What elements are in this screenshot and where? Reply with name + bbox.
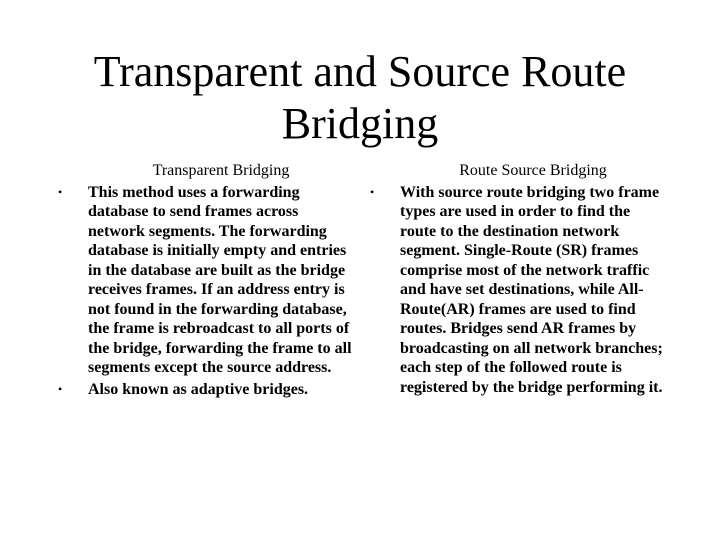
transparent-bridging-column (58, 161, 354, 399)
column-heading-route-source: Route Source Bridging (459, 162, 607, 179)
route-source-bridging-column (370, 161, 666, 397)
list-item-text: This method uses a forwarding database to send frames across network segments. The forwarding database is initially empty and entries in the database are built as the bridge receives frames. If an address entry is not found in the forwarding database, the frame is rebroadcast to all ports of the bridge, forwarding the frame to all segments except the source address. (88, 183, 352, 376)
list-item-text: With source route bridging two frame types are used in order to find the route to the destination network segment. Single-Route (SR) frames comprise most of the network traffic and have set destinations, while All-Route(AR) frames are used to find routes. Bridges send AR frames by broadcasting on all network branches; each step of the followed route is registered by the bridge performing it. (400, 183, 663, 396)
bullet-icon: • (58, 184, 63, 199)
slide-title: Transparent and Source Route Bridging (93, 47, 627, 148)
bullet-icon: • (58, 381, 63, 396)
bullet-list-transparent (58, 183, 354, 400)
list-item (370, 183, 666, 398)
list-item (58, 183, 354, 378)
list-item-text: Also known as adaptive bridges. (88, 380, 309, 398)
bullet-icon: • (370, 184, 375, 199)
list-item (58, 380, 354, 400)
column-heading-transparent: Transparent Bridging (152, 162, 290, 179)
bullet-list-route-source (370, 183, 666, 398)
